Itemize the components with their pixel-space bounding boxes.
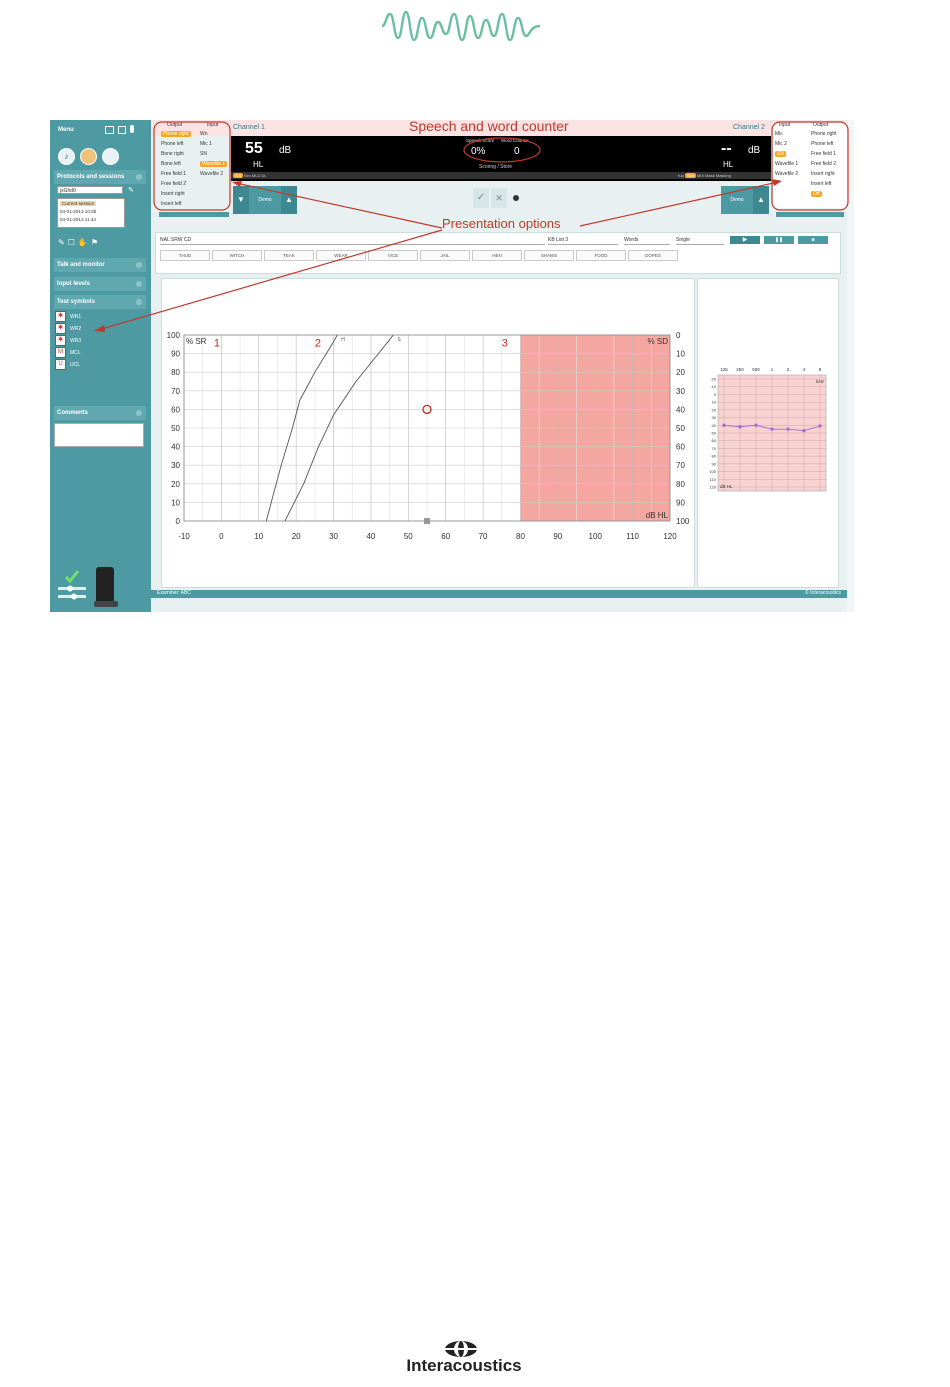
- pause-button[interactable]: ❚❚: [764, 236, 794, 244]
- output-header: Output: [813, 122, 829, 128]
- output-option[interactable]: Insert left: [161, 201, 182, 207]
- mini-db-tick: -20: [710, 376, 716, 382]
- wr3-icon: ✱: [55, 335, 66, 346]
- protocol-select[interactable]: jxGhd0: [57, 186, 123, 194]
- x-tick-label: 20: [291, 532, 301, 541]
- channel1-tab[interactable]: MLD: [251, 173, 261, 178]
- curve-label: H: [341, 337, 345, 343]
- x-tick-label: 70: [478, 532, 488, 541]
- input-header: Input: [207, 122, 219, 128]
- test-symbols-header[interactable]: Test symbols: [54, 295, 146, 309]
- channel1-tab[interactable]: DL: [261, 173, 267, 178]
- channel2-title: Channel 2: [733, 124, 765, 131]
- mini-db-tick: 100: [709, 469, 716, 475]
- x-tick-label: 10: [254, 532, 264, 541]
- y-right-tick-label: 30: [676, 386, 685, 396]
- mini-db-tick: 20: [711, 407, 716, 413]
- mini-db-tick: 60: [711, 438, 716, 444]
- y-left-tick-label: 10: [171, 498, 180, 508]
- word-tile[interactable]: WEAR: [316, 250, 366, 261]
- output-option[interactable]: Insert right: [161, 191, 185, 197]
- x-tick-label: 30: [329, 532, 338, 541]
- y-left-tick-label: 90: [171, 349, 180, 359]
- output-option[interactable]: Bone right: [161, 151, 184, 157]
- cross-button[interactable]: ✕: [491, 188, 507, 208]
- session-item[interactable]: 04-01-2013 10:35: [60, 209, 97, 214]
- symbol-wr3[interactable]: ✱ WR3: [55, 335, 81, 345]
- mini-freq-tick: 250: [736, 367, 744, 372]
- x-tick-label: -10: [178, 532, 190, 541]
- y-left-tick-label: 80: [171, 368, 180, 378]
- software-screenshot: [50, 120, 854, 612]
- symbol-ucl[interactable]: U UCL: [55, 359, 80, 369]
- annotation-callouts: [50, 120, 854, 612]
- channel2-level: --: [721, 140, 732, 157]
- y-left-tick-label: 30: [171, 461, 180, 471]
- region-label: 2: [314, 337, 321, 350]
- mini-db-tick: 40: [711, 422, 716, 428]
- mini-freq-tick: 2: [786, 367, 790, 372]
- ucl-icon: U: [55, 359, 66, 370]
- mini-db-tick: 0: [713, 391, 716, 397]
- x-tick-label: 120: [663, 532, 677, 541]
- check-button[interactable]: ✓: [473, 188, 489, 208]
- mode-select[interactable]: Words: [624, 236, 670, 245]
- list-select[interactable]: NAL SRW CD: [160, 236, 545, 245]
- x-tick-label: 110: [626, 532, 639, 541]
- channel1-title: Channel 1: [233, 124, 265, 131]
- word-tile[interactable]: FOOD: [576, 250, 626, 261]
- x-tick-label: 90: [553, 532, 563, 541]
- word-tile[interactable]: JAIL: [420, 250, 470, 261]
- y-right-tick-label: 80: [676, 479, 685, 489]
- session-item[interactable]: Current session: [62, 201, 95, 206]
- channel1-tab[interactable]: Ext: [235, 173, 241, 178]
- speech-score-value: 0%: [471, 146, 486, 157]
- word-tile[interactable]: SHAWS: [524, 250, 574, 261]
- waveform-logo-icon: [378, 8, 544, 44]
- channel1-demo-button[interactable]: Demo: [249, 186, 281, 214]
- y-right-tick-label: 10: [676, 349, 685, 359]
- sidebar-tools: ✎☐✋⚑: [58, 238, 102, 247]
- y-right-tick-label: 60: [676, 442, 685, 452]
- x-tick-label: 60: [441, 532, 451, 541]
- protocol-action-icon[interactable]: ✎: [128, 187, 134, 194]
- input-option[interactable]: Wavefile 1: [775, 161, 799, 167]
- output-option[interactable]: Phone left: [161, 141, 184, 147]
- mini-db-tick: 10: [711, 399, 716, 405]
- input-option[interactable]: Wn: [200, 131, 208, 137]
- speech-score-label: Speech Score: [466, 138, 495, 143]
- y-right-tick-label: 40: [676, 405, 685, 415]
- mini-db-tick: 70: [711, 445, 716, 451]
- mini-freq-tick: 4: [802, 367, 806, 372]
- interacoustics-logo: [384, 1340, 544, 1378]
- scoring-store[interactable]: Scoring / Store: [479, 164, 513, 170]
- channel2-tab[interactable]: Sim: [686, 173, 694, 178]
- output-option[interactable]: Insert left: [811, 181, 832, 187]
- y-left-tick-label: 20: [171, 479, 180, 489]
- y-left-tick-label: 100: [166, 331, 180, 340]
- off-button[interactable]: Off: [813, 191, 820, 197]
- y-left-tick-label: 60: [171, 405, 180, 415]
- word-counter-label: Word Counter: [501, 138, 529, 143]
- word-tile[interactable]: VICE: [368, 250, 418, 261]
- output-option[interactable]: Phone left: [811, 141, 834, 147]
- y-left-tick-label: 0: [175, 517, 180, 526]
- curve-label: S: [397, 337, 401, 343]
- word-tile[interactable]: HEN: [472, 250, 522, 261]
- y-left-tick-label: 70: [171, 386, 180, 396]
- protocols-header[interactable]: Protocols and sessions: [54, 170, 146, 184]
- region-label: 1: [213, 337, 221, 350]
- channel2-unit: dB: [748, 145, 761, 156]
- input-option[interactable]: SN: [200, 151, 207, 157]
- mini-freq-tick: 500: [752, 367, 760, 372]
- mini-freq-tick: 8: [818, 367, 822, 372]
- output-option[interactable]: Phone right: [163, 131, 189, 137]
- channel1-down-button[interactable]: ▼: [233, 186, 249, 214]
- mini-freq-tick: 125: [720, 367, 728, 372]
- word-counter-value: 0: [514, 146, 520, 157]
- channel2-demo-button[interactable]: Demo: [721, 186, 753, 214]
- presentation-select[interactable]: Single: [676, 236, 724, 245]
- input-option[interactable]: Wavefile 2: [775, 171, 799, 177]
- output-option[interactable]: Phone right: [811, 131, 837, 137]
- y-right-tick-label: 70: [676, 461, 685, 471]
- channel2-up-button[interactable]: ▲: [753, 186, 769, 214]
- play-button[interactable]: ▶: [730, 236, 760, 244]
- input-option[interactable]: Mic: [775, 131, 783, 137]
- region-label: 3: [501, 337, 508, 350]
- x-tick-label: 0: [219, 532, 224, 541]
- output-option[interactable]: Free field 1: [161, 171, 187, 177]
- output-option[interactable]: Insert right: [811, 171, 835, 177]
- y-left-tick-label: 50: [171, 424, 180, 433]
- x-tick-label: 50: [403, 532, 413, 541]
- stop-button[interactable]: ■: [798, 236, 828, 244]
- comments-header[interactable]: Comments: [54, 406, 146, 420]
- status-brand: © Interacoustics: [805, 590, 841, 596]
- mini-freq-tick: 1: [770, 367, 774, 372]
- mini-x-label: dB HL: [720, 484, 733, 489]
- channel1-unit: dB: [279, 145, 292, 156]
- mini-db-tick: 30: [711, 415, 716, 421]
- x-tick-label: 40: [366, 532, 376, 541]
- footer-brand: Interacoustics: [406, 1356, 522, 1375]
- word-tile[interactable]: TEAK: [264, 250, 314, 261]
- word-tile[interactable]: WITCH: [212, 250, 262, 261]
- channel2-tab[interactable]: Kal: [678, 173, 684, 178]
- mini-db-tick: 80: [711, 453, 716, 459]
- menu-label[interactable]: Menu: [58, 127, 74, 133]
- x-axis-label: dB HL: [645, 511, 668, 520]
- x-tick-label: 100: [588, 532, 602, 541]
- talk-monitor-header[interactable]: Talk and monitor: [54, 258, 146, 272]
- examiner-label: Examiner: ABC: [157, 590, 191, 596]
- mini-db-tick: 120: [709, 484, 716, 490]
- mcl-icon: M: [55, 347, 66, 358]
- input-option[interactable]: Mic 2: [775, 141, 787, 147]
- y-right-tick-label: 100: [676, 517, 690, 526]
- channel1-up-button[interactable]: ▲: [281, 186, 297, 214]
- mini-db-tick: 50: [711, 430, 716, 436]
- wr2-icon: ✱: [55, 323, 66, 334]
- channel1-level: 55: [245, 140, 263, 157]
- y-right-tick-label: 50: [676, 424, 685, 433]
- output-option[interactable]: Free field 2: [161, 181, 187, 187]
- input-option[interactable]: Wavefile 1: [202, 161, 226, 167]
- speech-counter-annotation: Speech and word counter: [409, 120, 569, 134]
- y-right-tick-label: 20: [676, 368, 685, 378]
- mini-freq-unit: kHz: [816, 379, 824, 384]
- mini-db-tick: 110: [709, 476, 716, 482]
- mini-db-tick: 90: [711, 461, 716, 467]
- y-left-axis-label: % SR: [186, 337, 207, 346]
- channel1-hl: HL: [253, 160, 264, 169]
- input-option[interactable]: Mic 1: [200, 141, 212, 147]
- channel1-tab[interactable]: Sim: [243, 173, 251, 178]
- x-tick-label: 80: [516, 532, 525, 541]
- channel2-tab[interactable]: Mask: [705, 173, 715, 178]
- output-option[interactable]: Free field 1: [811, 151, 837, 157]
- y-right-axis-label: % SD: [647, 337, 668, 346]
- session-item[interactable]: 04-01-2013 11:44: [60, 217, 96, 222]
- word-tile[interactable]: THUD: [160, 250, 210, 261]
- mini-db-tick: -10: [710, 384, 716, 390]
- y-left-tick-label: 40: [171, 442, 180, 452]
- symbol-wr1[interactable]: ✱ WR1: [55, 311, 81, 321]
- audio-icon[interactable]: ♪: [58, 148, 75, 165]
- channel2-hl: HL: [723, 160, 734, 169]
- presentation-options-annotation: Presentation options: [442, 216, 561, 231]
- output-option[interactable]: Bone left: [161, 161, 181, 167]
- input-option[interactable]: Wavefile 2: [200, 171, 224, 177]
- y-right-tick-label: 0: [676, 331, 681, 340]
- channel2-tab[interactable]: MIX: [696, 173, 705, 178]
- input-header: Input: [779, 122, 791, 128]
- symbol-wr2[interactable]: ✱ WR2: [55, 323, 81, 333]
- channel2-tab[interactable]: Masking: [715, 173, 731, 178]
- output-header: Output: [167, 122, 183, 128]
- symbol-mcl[interactable]: M MCL: [55, 347, 81, 357]
- word-tile[interactable]: DOPES: [628, 250, 678, 261]
- input-option[interactable]: SN: [777, 151, 784, 157]
- input-levels-header[interactable]: Input levels: [54, 277, 146, 291]
- output-option[interactable]: Free field 2: [811, 161, 837, 167]
- wr1-icon: ✱: [55, 311, 66, 322]
- list-name-select[interactable]: KB List 3: [548, 236, 618, 245]
- y-right-tick-label: 90: [676, 498, 685, 508]
